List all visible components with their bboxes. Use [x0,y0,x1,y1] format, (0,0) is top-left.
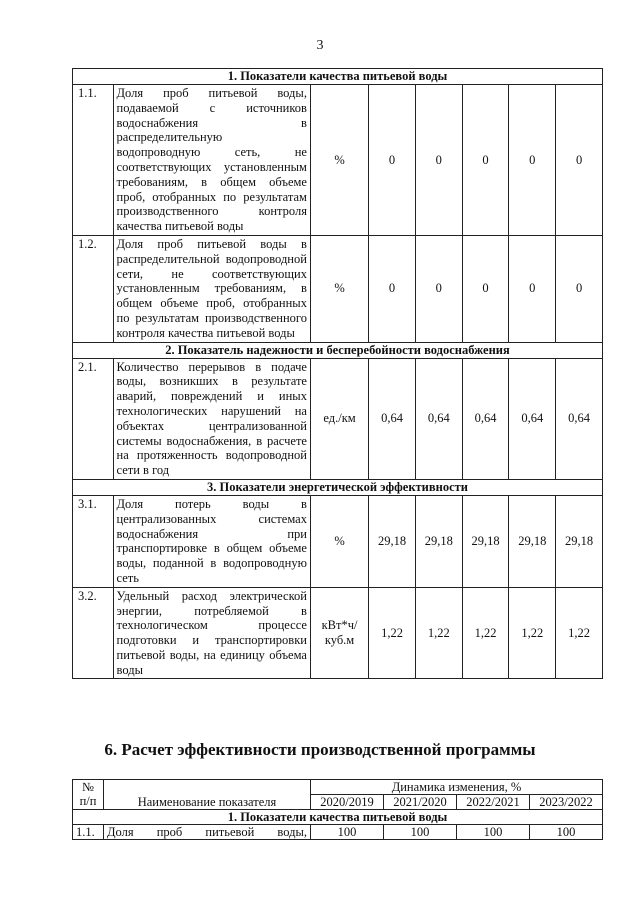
unit-cell: кВт*ч/ куб.м [310,587,368,679]
unit-cell: ед./км [310,358,368,479]
section-row [73,479,603,495]
value-cell: 0,64 [509,358,556,479]
value-cell: 0 [462,235,509,342]
period-cell: 2020/2019 [311,795,384,810]
row-name: Доля проб питьевой воды в распределительной водопроводной сети, не соответствующих установленным требованиям, в общем объеме проб, отобранных по результатам производственного контроля качества питьевой воды [113,235,310,342]
indicators-table [72,68,603,679]
value-cell: 100 [384,825,457,840]
value-cell: 0 [462,85,509,236]
value-cell: 0 [556,85,603,236]
row-number: 1.2. [73,235,114,342]
row-name: Удельный расход электрической энергии, потребляемой в технологическом процессе подготовки и транспортировки питьевой воды, на единицу объема воды [113,587,310,679]
table-header-row [73,780,603,795]
table-row [73,85,603,236]
unit-cell: % [310,235,368,342]
value-cell: 0 [509,85,556,236]
value-cell: 0 [415,235,462,342]
value-cell: 1,22 [556,587,603,679]
value-cell: 0,64 [369,358,416,479]
value-cell: 29,18 [415,495,462,587]
row-number: 1.1. [73,85,114,236]
period-cell: 2021/2020 [384,795,457,810]
table-row [73,358,603,479]
value-cell: 1,22 [509,587,556,679]
col-num-line1: № [82,780,94,794]
value-cell: 1,22 [415,587,462,679]
section-6-title: 6. Расчет эффективности производственной программы [104,740,536,759]
row-number: 1.1. [73,825,104,840]
row-number: 3.1. [73,495,114,587]
row-number: 3.2. [73,587,114,679]
col-num-header [73,780,104,810]
value-cell: 0 [369,85,416,236]
period-cell: 2022/2021 [457,795,530,810]
value-cell: 0 [509,235,556,342]
section-row [73,810,603,825]
unit-cell: % [310,85,368,236]
section-title: 2. Показатель надежности и бесперебойности водоснабжения [73,342,603,358]
page-number: 3 [316,38,324,53]
value-cell: 0 [415,85,462,236]
section-row [73,342,603,358]
value-cell: 0 [369,235,416,342]
value-cell: 0,64 [556,358,603,479]
row-name: Количество перерывов в подаче воды, возникших в результате аварий, повреждений и иных технологических нарушений на объектах централизованной системы водоснабжения, в расчете на протяженность водопроводной сети в год [113,358,310,479]
row-name: Доля проб питьевой воды, подаваемой с источников водоснабжения в распределительную водопроводную сеть, не соответствующих установленным требованиям, в общем объеме проб, отобранных по результатам производственного контроля качества питьевой воды [113,85,310,236]
value-cell: 29,18 [556,495,603,587]
table-row [73,495,603,587]
table-row [73,825,603,840]
value-cell: 29,18 [369,495,416,587]
section-row [73,69,603,85]
period-cell: 2023/2022 [530,795,603,810]
efficiency-table [72,779,603,840]
section-title: 1. Показатели качества питьевой воды [73,810,603,825]
value-cell: 1,22 [462,587,509,679]
row-name: Доля проб питьевой воды, [104,825,311,840]
table-row [73,235,603,342]
unit-cell: % [310,495,368,587]
row-number: 2.1. [73,358,114,479]
value-cell: 1,22 [369,587,416,679]
value-cell: 100 [530,825,603,840]
value-cell: 0,64 [462,358,509,479]
value-cell: 100 [457,825,530,840]
value-cell: 29,18 [509,495,556,587]
section-title: 3. Показатели энергетической эффективности [73,479,603,495]
value-cell: 29,18 [462,495,509,587]
table-row [73,587,603,679]
dynamics-header: Динамика изменения, % [311,780,603,795]
value-cell: 100 [311,825,384,840]
col-name-header: Наименование показателя [104,780,311,810]
value-cell: 0,64 [415,358,462,479]
row-name: Доля потерь воды в централизованных системах водоснабжения при транспортировке в общем объеме воды, поданной в водопроводную сеть [113,495,310,587]
col-num-line2: п/п [79,794,97,808]
value-cell: 0 [556,235,603,342]
section-title: 1. Показатели качества питьевой воды [73,69,603,85]
